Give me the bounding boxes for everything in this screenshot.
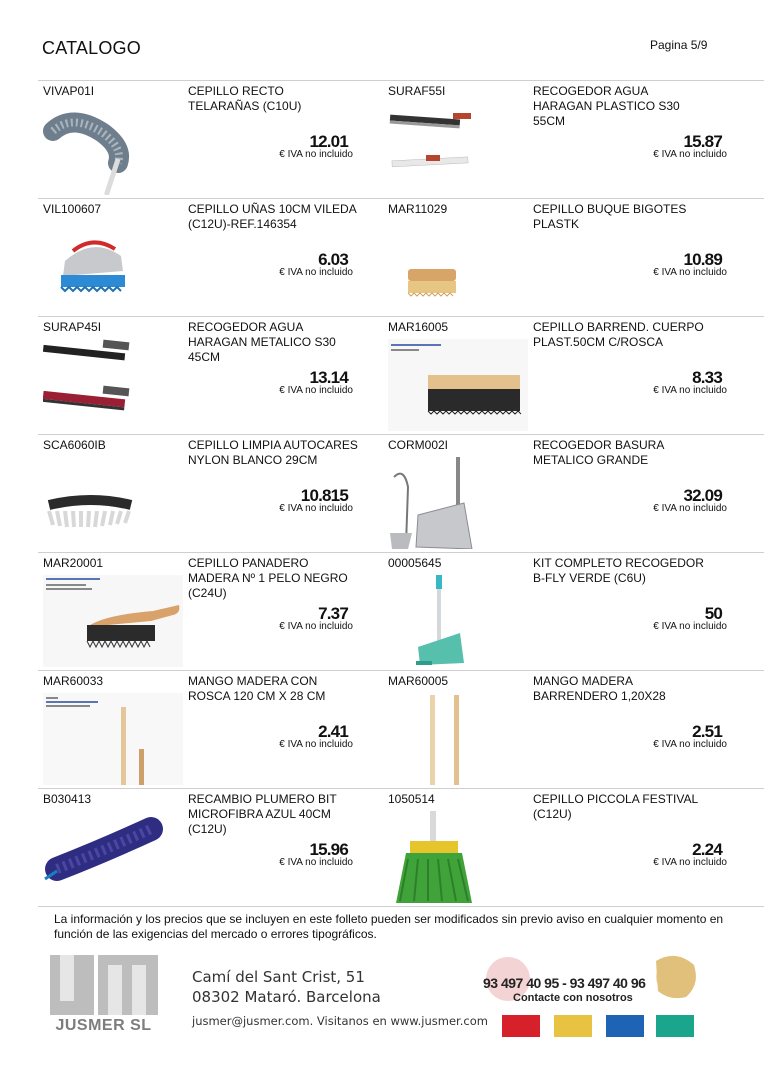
price-block <box>653 369 727 396</box>
product-description: CEPILLO PICCOLA FESTIVAL (C12U) <box>533 792 698 821</box>
product-card <box>38 789 383 906</box>
tax-note: € IVA no incluido <box>653 385 727 396</box>
product-description: RECOGEDOR BASURA METALICO GRANDE <box>533 438 664 467</box>
product-card <box>383 81 764 198</box>
product-code: MAR60033 <box>43 674 104 688</box>
company-name: JUSMER SL <box>55 1017 152 1034</box>
product-code: MAR60005 <box>388 674 449 688</box>
product-price: 32.09 <box>683 486 722 505</box>
product-price: 2.51 <box>692 722 722 741</box>
product-code: MAR11029 <box>388 202 448 216</box>
footer <box>0 945 764 1080</box>
tax-note: € IVA no incluido <box>653 149 727 160</box>
product-description: MANGO MADERA CON ROSCA 120 CM X 28 CM <box>188 674 326 703</box>
product-description: RECAMBIO PLUMERO BIT MICROFIBRA AZUL 40CM (C12U) <box>188 792 337 836</box>
price-block <box>279 841 353 868</box>
price-block <box>653 605 727 632</box>
tax-note: € IVA no incluido <box>279 385 353 396</box>
dustpan-kit-icon <box>388 575 528 667</box>
product-price: 7.37 <box>318 604 348 623</box>
product-price: 10.815 <box>300 486 348 505</box>
price-block <box>653 487 727 514</box>
table-row <box>38 670 764 788</box>
contact-line[interactable]: jusmer@jusmer.com. Visitanos en www.jusmer.com <box>192 1014 488 1028</box>
product-card <box>383 671 764 788</box>
product-code: SURAF55I <box>388 84 446 98</box>
tax-note: € IVA no incluido <box>653 503 727 514</box>
product-card <box>38 317 383 434</box>
tax-note: € IVA no incluido <box>279 149 353 160</box>
product-price: 13.14 <box>309 368 348 387</box>
price-block <box>279 605 353 632</box>
table-row <box>38 552 764 670</box>
price-block <box>653 723 727 750</box>
wooden-handle-icon <box>43 693 183 785</box>
wooden-handles-icon <box>388 693 528 785</box>
phone-numbers[interactable]: 93 497 40 95 - 93 497 40 96 <box>483 975 646 991</box>
product-code: VIVAP01I <box>43 84 95 98</box>
price-block <box>653 841 727 868</box>
nail-brush-icon <box>43 221 183 313</box>
product-price: 6.03 <box>318 250 348 269</box>
product-description: MANGO MADERA BARRENDERO 1,20X28 <box>533 674 666 703</box>
product-description: CEPILLO LIMPIA AUTOCARES NYLON BLANCO 29CM <box>188 438 358 467</box>
product-price: 2.41 <box>318 722 348 741</box>
product-price: 12.01 <box>309 132 348 151</box>
tax-note: € IVA no incluido <box>279 739 353 750</box>
product-price: 10.89 <box>683 250 722 269</box>
table-row <box>38 788 764 907</box>
product-code: CORM002I <box>388 438 449 452</box>
baker-brush-icon <box>43 575 183 667</box>
product-card <box>38 199 383 316</box>
product-description: CEPILLO BARREND. CUERPO PLAST.50CM C/ROSCA <box>533 320 704 349</box>
product-card <box>383 553 764 670</box>
price-disclaimer: La información y los precios que se incluyen en este folleto pueden ser modificados sin previo aviso en cualquier momento en función de las exigencias del mercado o errores tipográficos. <box>54 912 724 941</box>
product-card <box>383 789 764 906</box>
tax-note: € IVA no incluido <box>279 621 353 632</box>
product-card <box>383 317 764 434</box>
product-card <box>38 671 383 788</box>
product-description: KIT COMPLETO RECOGEDOR B-FLY VERDE (C6U) <box>533 556 704 585</box>
tax-note: € IVA no incluido <box>653 267 727 278</box>
product-card <box>38 81 383 198</box>
product-price: 15.87 <box>683 132 722 151</box>
page-number: Pagina 5/9 <box>650 38 708 52</box>
product-code: 1050514 <box>388 792 435 806</box>
microfiber-duster-icon <box>43 811 183 903</box>
deck-brush-icon <box>388 221 528 313</box>
green-broom-icon <box>388 811 528 903</box>
product-code: MAR20001 <box>43 556 104 570</box>
price-block <box>279 133 353 160</box>
product-description: RECOGEDOR AGUA HARAGAN METALICO S30 45CM <box>188 320 336 364</box>
product-description: RECOGEDOR AGUA HARAGAN PLASTICO S30 55CM <box>533 84 680 128</box>
duster-icon <box>43 103 183 195</box>
price-block <box>279 251 353 278</box>
product-card <box>38 553 383 670</box>
price-block <box>279 723 353 750</box>
tax-note: € IVA no incluido <box>279 267 353 278</box>
tax-note: € IVA no incluido <box>279 503 353 514</box>
product-code: SURAP45I <box>43 320 102 334</box>
tax-note: € IVA no incluido <box>653 621 727 632</box>
table-row <box>38 316 764 434</box>
product-price: 2.24 <box>692 840 722 859</box>
price-block <box>653 251 727 278</box>
product-card <box>383 435 764 552</box>
address-line-2: 08302 Mataró. Barcelona <box>192 988 381 1006</box>
product-description: CEPILLO UÑAS 10CM VILEDA (C12U)-REF.146354 <box>188 202 357 231</box>
tax-note: € IVA no incluido <box>653 857 727 868</box>
contact-label: Contacte con nosotros <box>513 992 633 1004</box>
product-description: CEPILLO RECTO TELARAÑAS (C10U) <box>188 84 302 113</box>
address-line-1: Camí del Sant Crist, 51 <box>192 968 365 986</box>
page-title: CATALOGO <box>42 38 141 58</box>
tax-note: € IVA no incluido <box>653 739 727 750</box>
product-card <box>38 435 383 552</box>
product-description: CEPILLO PANADERO MADERA Nº 1 PELO NEGRO (C24U) <box>188 556 348 600</box>
product-price: 8.33 <box>692 368 722 387</box>
dustpan-icon <box>388 457 528 549</box>
product-grid <box>38 80 764 907</box>
product-code: B030413 <box>43 792 92 806</box>
product-description: CEPILLO BUQUE BIGOTES PLASTK <box>533 202 687 231</box>
table-row <box>38 434 764 552</box>
product-code: VIL100607 <box>43 202 102 216</box>
squeegee-icon <box>388 103 528 195</box>
broom-head-icon <box>388 339 528 431</box>
tax-note: € IVA no incluido <box>279 857 353 868</box>
product-code: SCA6060IB <box>43 438 106 452</box>
product-price: 15.96 <box>309 840 348 859</box>
product-price: 50 <box>704 604 722 623</box>
bus-brush-icon <box>43 457 183 549</box>
price-block <box>279 369 353 396</box>
price-block <box>279 487 353 514</box>
table-row <box>38 198 764 316</box>
product-card <box>383 199 764 316</box>
product-code: 00005645 <box>388 556 442 570</box>
company-address <box>192 967 488 1031</box>
metal-squeegee-icon <box>43 339 183 431</box>
product-code: MAR16005 <box>388 320 449 334</box>
table-row <box>38 80 764 198</box>
price-block <box>653 133 727 160</box>
